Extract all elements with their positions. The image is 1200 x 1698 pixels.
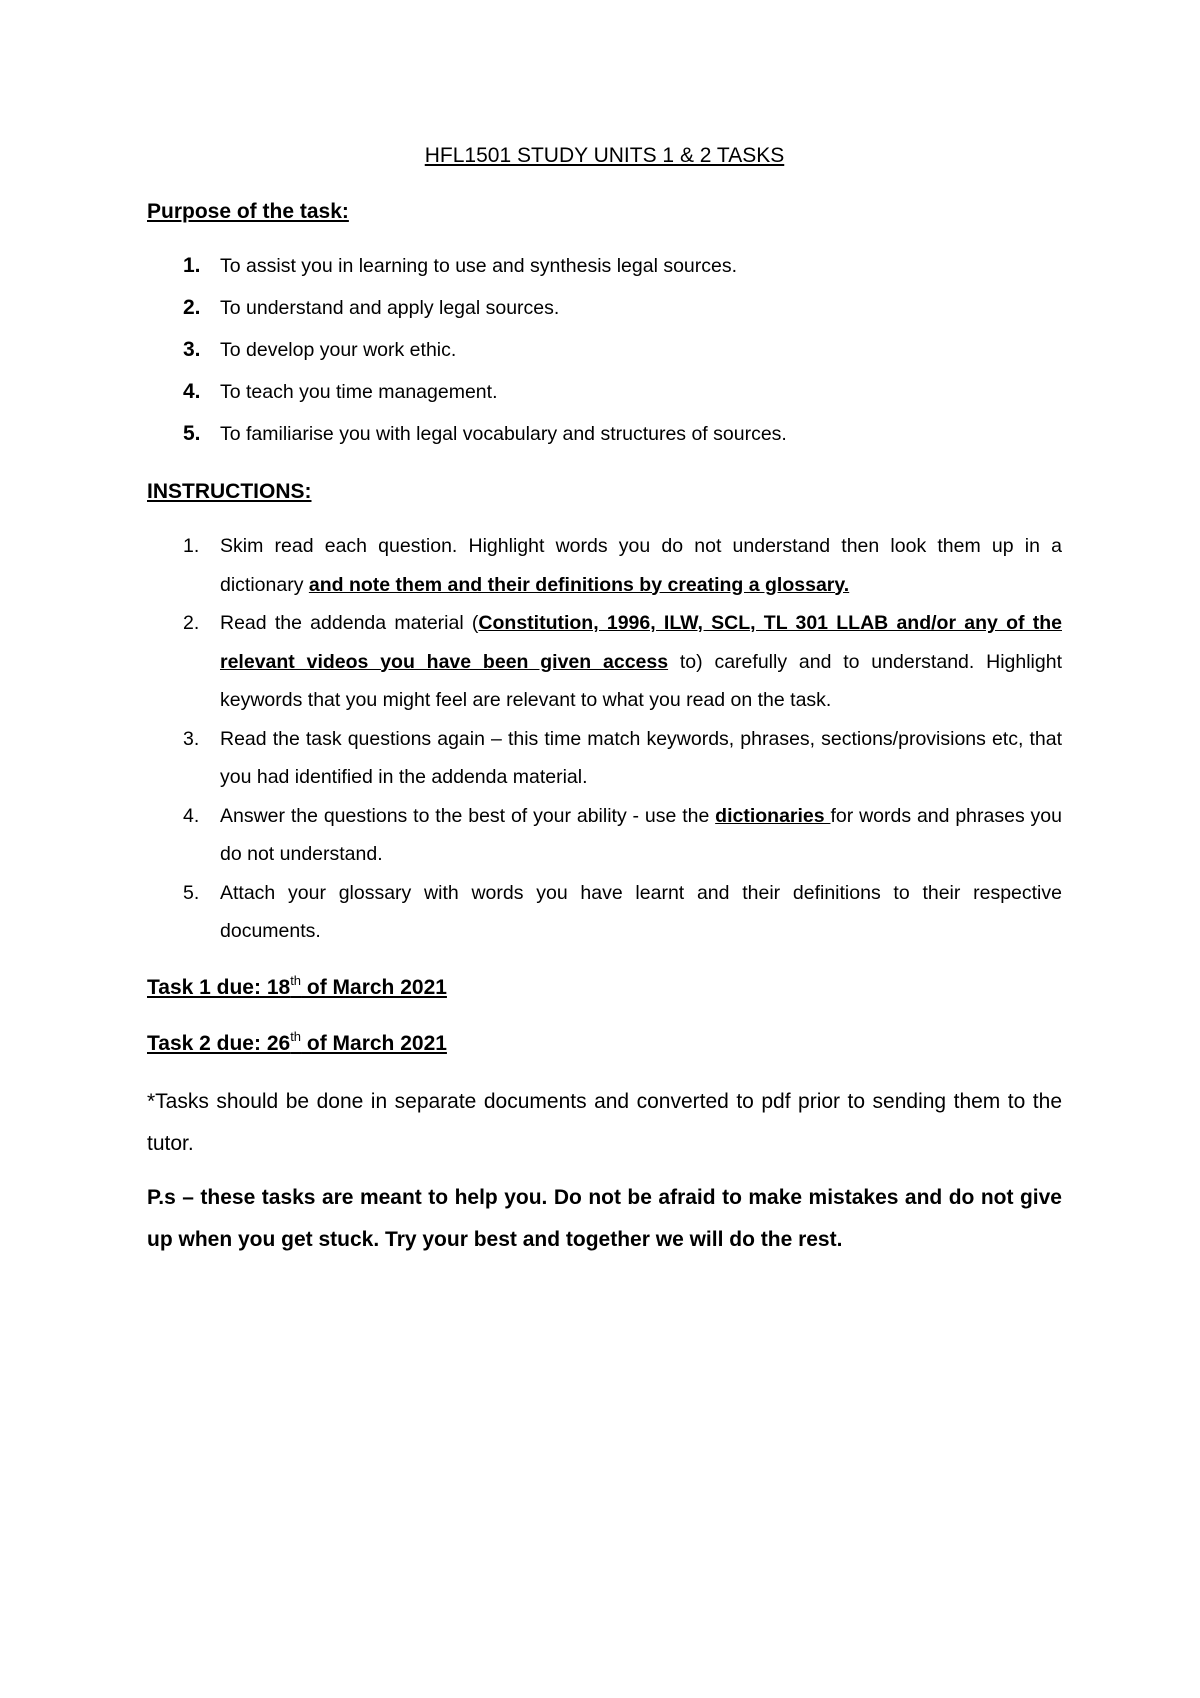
purpose-list xyxy=(147,251,1062,461)
instruction-item-number: 3. xyxy=(183,727,200,750)
purpose-item-text: To assist you in learning to use and synthesis legal sources. xyxy=(220,255,738,277)
instruction-item xyxy=(147,874,1062,951)
instruction-item-number: 5. xyxy=(183,881,200,904)
submission-note: *Tasks should be done in separate documents and converted to pdf prior to sending them to the tutor. xyxy=(147,1089,1062,1155)
due-date-ordinal-suffix: th xyxy=(290,972,302,988)
page-title: HFL1501 STUDY UNITS 1 & 2 TASKS xyxy=(424,144,785,167)
instruction-emphasis: dictionaries xyxy=(715,804,831,827)
purpose-item-text: To develop your work ethic. xyxy=(220,339,457,361)
instruction-item-number: 1. xyxy=(183,535,200,557)
purpose-item xyxy=(147,419,1062,461)
postscript: P.s – these tasks are meant to help you. Do not be afraid to make mistakes and do not give up when you get stuck. Try your best and together we will do the rest. xyxy=(147,1185,1062,1251)
purpose-item xyxy=(147,335,1062,377)
purpose-item xyxy=(147,377,1062,419)
task-1-due-date xyxy=(147,973,1062,1003)
purpose-item xyxy=(147,293,1062,335)
purpose-item-text: To understand and apply legal sources. xyxy=(220,297,560,319)
due-date-prefix: Task 2 due: 26 xyxy=(147,1031,291,1055)
instruction-item-number: 4. xyxy=(183,804,200,827)
instruction-text-continued: for words and phrases you do not understand. xyxy=(220,804,1062,865)
purpose-item-number: 5. xyxy=(183,422,201,445)
instruction-item xyxy=(147,797,1062,874)
purpose-item-text: To familiarise you with legal vocabulary and structures of sources. xyxy=(220,423,787,445)
purpose-heading: Purpose of the task: xyxy=(147,200,349,223)
task-2-due-date xyxy=(147,1029,1062,1059)
purpose-item-text: To teach you time management. xyxy=(220,381,498,403)
instruction-emphasis: and note them and their definitions by creating a glossary. xyxy=(308,573,850,596)
instructions-heading: INSTRUCTIONS: xyxy=(147,480,312,503)
instruction-text: Answer the questions to the best of your ability - use the xyxy=(220,804,716,827)
instruction-item-number: 2. xyxy=(183,612,200,634)
purpose-item-number: 3. xyxy=(183,338,201,361)
document-body xyxy=(147,141,1062,1261)
instruction-emphasis: Constitution, 1996, ILW, SCL, TL 301 LLAB and/or any of the relevant videos you have been given access xyxy=(220,612,1062,673)
instruction-text: Skim read each question. Highlight words you do not understand then look them up in a dictionary xyxy=(220,535,1062,596)
purpose-item-number: 2. xyxy=(183,296,201,319)
instruction-item xyxy=(147,720,1062,797)
due-date-rest: of March 2021 xyxy=(301,975,447,999)
instruction-text-continued: to) carefully and to understand. Highlight keywords that you might feel are relevant to what you read on the task. xyxy=(220,650,1062,711)
due-date-rest: of March 2021 xyxy=(301,1031,447,1055)
due-date-prefix: Task 1 due: 18 xyxy=(147,975,291,999)
due-date-ordinal-suffix: th xyxy=(290,1028,302,1044)
instruction-text: Read the addenda material ( xyxy=(220,612,479,634)
purpose-item-number: 1. xyxy=(183,254,201,277)
instruction-text: Attach your glossary with words you have learnt and their definitions to their respective documents. xyxy=(220,881,1062,942)
instruction-item xyxy=(147,527,1062,604)
instruction-text: Read the task questions again – this time match keywords, phrases, sections/provisions etc, that you had identified in the addenda material. xyxy=(220,727,1062,788)
instruction-item xyxy=(147,604,1062,720)
purpose-item xyxy=(147,251,1062,293)
instructions-list xyxy=(147,527,1062,951)
purpose-item-number: 4. xyxy=(183,380,201,403)
